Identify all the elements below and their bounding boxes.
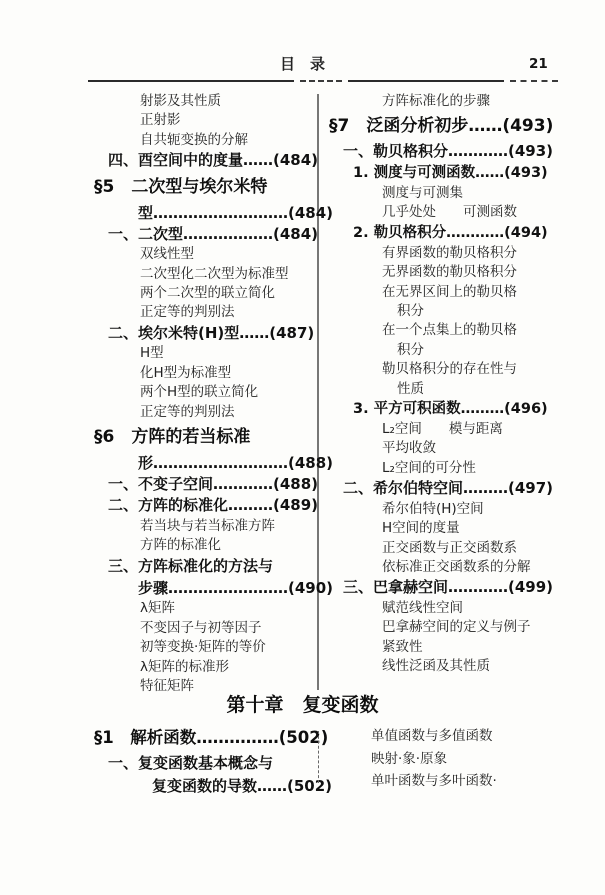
- toc-entry: 2. 勒贝格积分…………(494): [353, 224, 548, 241]
- toc-entry: 双线性型: [140, 246, 194, 263]
- toc-entry: λ矩阵的标准形: [140, 658, 229, 675]
- header-rule-segment: [348, 80, 504, 82]
- toc-entry: 单叶函数与多叶函数·: [371, 773, 497, 789]
- header-rule-segment: [300, 80, 342, 82]
- toc-entry: 在无界区间上的勒贝格: [382, 283, 517, 300]
- toc-entry: 积分: [397, 341, 424, 358]
- toc-section-entry: §5 二次型与埃尔米特: [94, 176, 268, 197]
- toc-entry: H型: [140, 345, 164, 362]
- toc-entry: 方阵标准化的步骤: [382, 93, 490, 109]
- column-divider: [317, 94, 319, 690]
- toc-entry: 一、不变子空间…………(488): [108, 474, 319, 493]
- toc-entry: 希尔伯特(H)空间: [382, 500, 484, 517]
- toc-entry: 二、埃尔米特(H)型……(487): [108, 323, 315, 342]
- toc-entry: 化H型为标准型: [140, 364, 232, 381]
- toc-entry: 无界函数的勒贝格积分: [382, 264, 517, 281]
- toc-entry: 映射·象·原象: [371, 750, 448, 767]
- toc-entry: 1. 测度与可测函数……(493): [353, 164, 548, 181]
- toc-entry: L₂空间 模与距离: [382, 420, 503, 437]
- toc-entry: 二次型化二次型为标准型: [140, 265, 289, 282]
- toc-entry: λ矩阵: [140, 600, 175, 617]
- toc-entry: 形………………………(488): [138, 453, 334, 472]
- toc-entry: 正射影: [140, 112, 181, 129]
- toc-entry: 赋范线性空间: [382, 599, 463, 616]
- toc-bottom-left-column: [92, 722, 333, 798]
- toc-section-entry: §6 方阵的若当标准: [94, 426, 251, 447]
- toc-entry: 二、方阵的标准化………(489): [108, 496, 319, 515]
- toc-entry: 依标准正交函数系的分解: [382, 558, 531, 575]
- toc-entry: 有界函数的勒贝格积分: [382, 244, 517, 261]
- toc-entry: 四、酉空间中的度量……(484): [108, 151, 319, 170]
- toc-entry: 在一个点集上的勒贝格: [382, 322, 517, 339]
- toc-entry: 巴拿赫空间的定义与例子: [382, 619, 531, 636]
- toc-bottom-right-column: [371, 725, 571, 793]
- toc-entry: 正交函数与正交函数系: [382, 539, 517, 556]
- toc-entry: 性质: [397, 380, 424, 397]
- toc-entry: 二、希尔伯特空间………(497): [343, 479, 554, 498]
- toc-section-entry: §1 解析函数……………(502): [94, 728, 329, 747]
- toc-right-column: [327, 92, 559, 676]
- toc-entry: 自共轭变换的分解: [140, 131, 248, 148]
- toc-entry: 测度与可测集: [382, 184, 463, 201]
- toc-entry: 几乎处处 可测函数: [382, 204, 517, 221]
- bottom-column-divider: [318, 731, 319, 783]
- toc-entry: 步骤……………………(490): [138, 579, 334, 598]
- toc-entry: 勒贝格积分的存在性与: [382, 361, 517, 378]
- toc-entry: 3. 平方可积函数………(496): [353, 400, 548, 417]
- toc-entry: 积分: [397, 302, 424, 319]
- header-rule: [88, 80, 558, 84]
- toc-entry: 初等变换·矩阵的等价: [140, 639, 266, 656]
- toc-entry: 特征矩阵: [140, 677, 194, 694]
- chapter-heading: 第十章 复变函数: [226, 694, 379, 716]
- toc-entry: 三、巴拿赫空间…………(499): [343, 578, 554, 597]
- toc-entry: 单值函数与多值函数: [371, 728, 493, 744]
- toc-entry: 两个二次型的联立简化: [140, 285, 275, 302]
- toc-entry: 射影及其性质: [140, 93, 221, 109]
- toc-entry: 一、复变函数基本概念与: [108, 754, 274, 772]
- toc-entry: 不变因子与初等因子: [140, 619, 262, 636]
- toc-entry: H空间的度量: [382, 520, 460, 537]
- toc-title: 目 录: [279, 55, 325, 73]
- toc-entry: 方阵的标准化: [140, 537, 221, 554]
- toc-entry: 三、方阵标准化的方法与: [108, 556, 274, 575]
- toc-entry: 若当块与若当标准方阵: [140, 517, 275, 534]
- header-rule-segment: [510, 80, 558, 82]
- toc-left-column: [92, 92, 334, 696]
- toc-entry: 一、勒贝格积分…………(493): [343, 142, 554, 161]
- toc-entry: 正定等的判别法: [140, 403, 235, 420]
- header-rule-segment: [88, 80, 294, 82]
- toc-entry: 线性泛函及其性质: [382, 658, 490, 675]
- toc-entry: L₂空间的可分性: [382, 459, 476, 476]
- page-number: 21: [529, 56, 548, 72]
- toc-entry: 型………………………(484): [138, 203, 334, 222]
- toc-entry: 紧致性: [382, 638, 423, 655]
- toc-entry: 平均收敛: [382, 440, 436, 457]
- toc-entry: 两个H型的联立简化: [140, 384, 259, 401]
- toc-entry: 一、二次型………………(484): [108, 224, 319, 243]
- toc-section-entry: §7 泛函分析初步……(493): [329, 116, 554, 137]
- toc-entry: 复变函数的导数……(502): [152, 777, 333, 795]
- toc-entry: 正定等的判别法: [140, 304, 235, 321]
